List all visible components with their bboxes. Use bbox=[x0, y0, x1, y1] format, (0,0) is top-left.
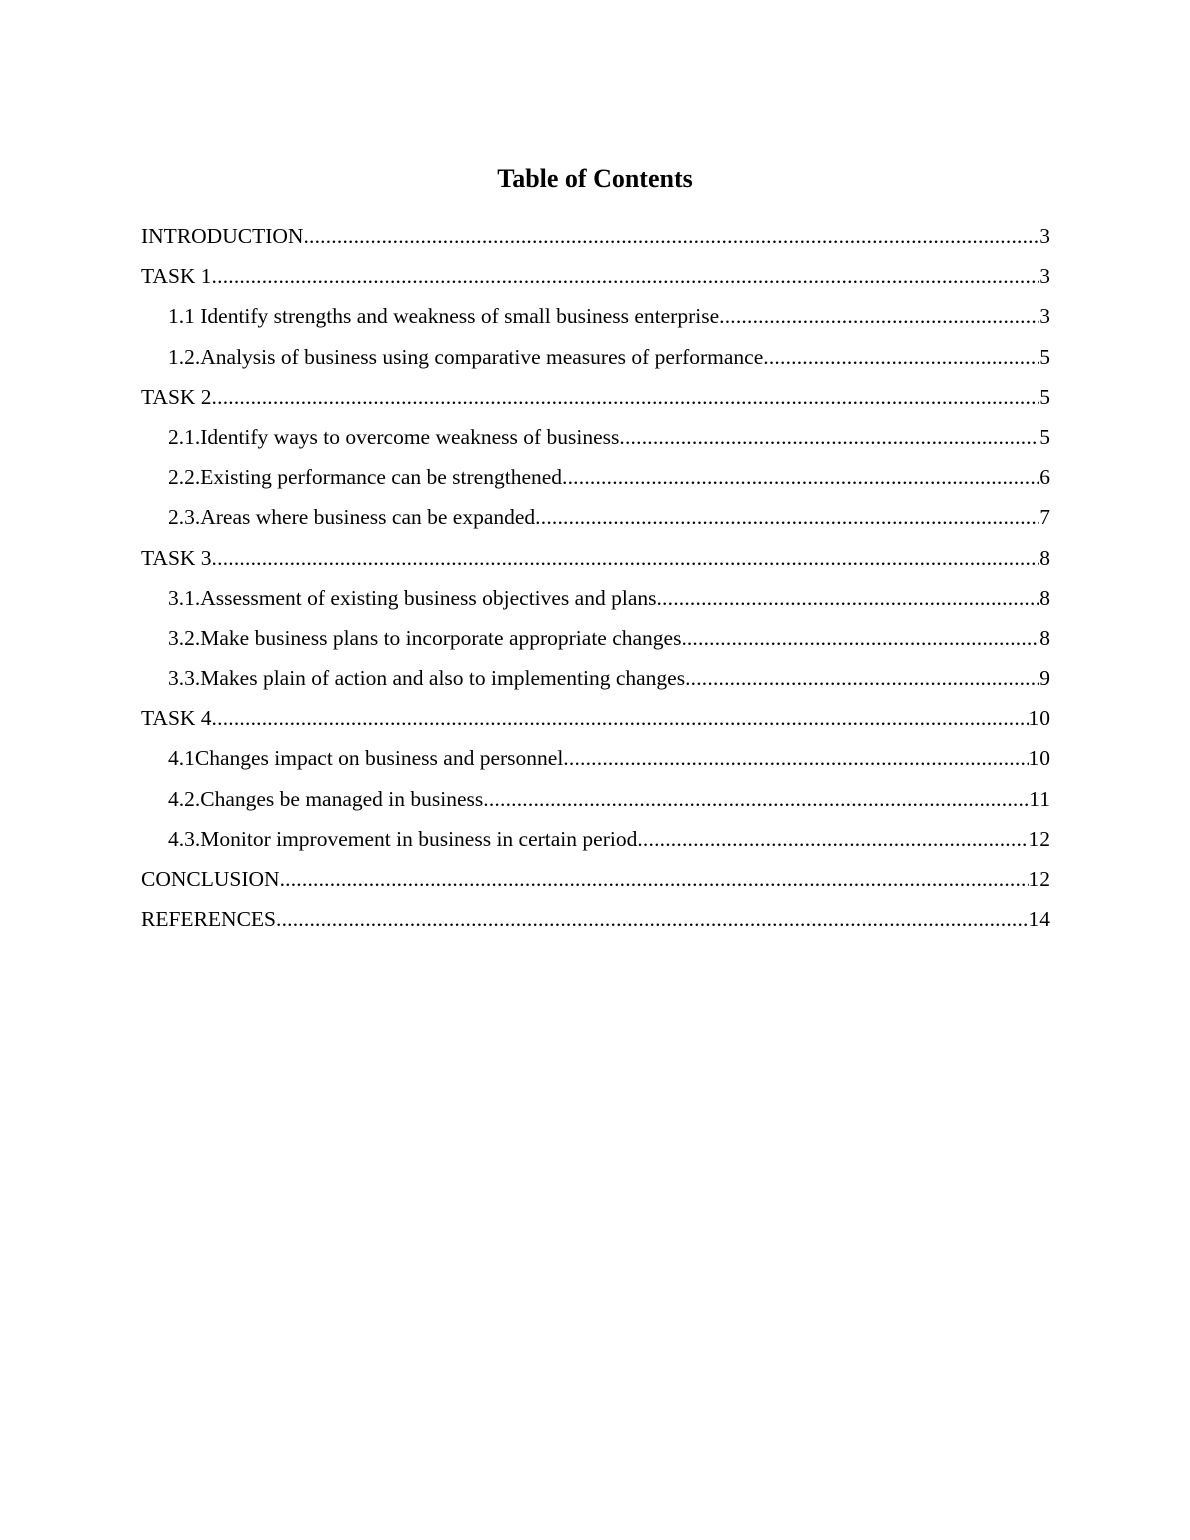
toc-entry[interactable] bbox=[141, 419, 1050, 459]
toc-dot-leader bbox=[562, 459, 1039, 495]
toc-entry-page-number: 3 bbox=[1039, 264, 1050, 289]
toc-dot-leader bbox=[656, 580, 1039, 616]
toc-entry-page-number: 3 bbox=[1039, 304, 1050, 329]
toc-title: Table of Contents bbox=[497, 164, 693, 193]
toc-entry-page-number: 10 bbox=[1028, 706, 1050, 731]
toc-entry[interactable] bbox=[141, 499, 1050, 539]
toc-dot-leader bbox=[719, 298, 1039, 334]
toc-entry-page-number: 6 bbox=[1039, 465, 1050, 490]
toc-entry[interactable] bbox=[141, 700, 1050, 740]
toc-entry-label: TASK 3 bbox=[141, 545, 212, 570]
toc-entry-label: 3.3.Makes plain of action and also to implementing changes bbox=[168, 666, 686, 691]
toc-entry-label: 4.1Changes impact on business and personnel bbox=[168, 746, 564, 771]
toc-dot-leader bbox=[535, 499, 1039, 535]
toc-entry-label: TASK 1 bbox=[141, 264, 212, 289]
toc-dot-leader bbox=[687, 620, 1039, 656]
toc-dot-leader bbox=[303, 218, 1039, 254]
toc-entry[interactable] bbox=[141, 459, 1050, 499]
toc-entry[interactable] bbox=[141, 660, 1050, 700]
toc-entry-label: 4.3.Monitor improvement in business in certain period bbox=[168, 826, 638, 851]
toc-entry-label: TASK 4 bbox=[141, 706, 212, 731]
toc-dot-leader bbox=[563, 740, 1028, 776]
toc-entry-label: 3.2.Make business plans to incorporate appropriate changes. bbox=[168, 625, 687, 650]
toc-entry-label: REFERENCES bbox=[141, 907, 276, 932]
toc-entry-page-number: 11 bbox=[1029, 786, 1050, 811]
toc-entry-page-number: 5 bbox=[1039, 424, 1050, 449]
toc-entry[interactable] bbox=[141, 781, 1050, 821]
toc-entry[interactable] bbox=[141, 339, 1050, 379]
toc-entry[interactable] bbox=[141, 901, 1050, 941]
toc-dot-leader bbox=[619, 419, 1039, 455]
toc-entry-page-number: 12 bbox=[1028, 826, 1050, 851]
toc-dot-leader bbox=[212, 700, 1029, 736]
toc-entry[interactable] bbox=[141, 580, 1050, 620]
toc-entry[interactable] bbox=[141, 620, 1050, 660]
toc-entry-page-number: 12 bbox=[1028, 867, 1050, 891]
toc-entry-page-number: 10 bbox=[1028, 746, 1050, 771]
toc-dot-leader bbox=[685, 660, 1039, 696]
toc-entry-label: 1.1 Identify strengths and weakness of small business enterprise bbox=[168, 304, 720, 329]
toc-entry-page-number: 5 bbox=[1039, 384, 1050, 409]
toc-entry-page-number: 8 bbox=[1039, 545, 1050, 570]
toc-dot-leader bbox=[212, 540, 1040, 576]
toc-dot-leader bbox=[276, 901, 1029, 937]
toc-entry-label: 1.2.Analysis of business using comparative measures of performance bbox=[168, 344, 764, 369]
toc-entry-page-number: 14 bbox=[1028, 907, 1050, 932]
toc-entry-page-number: 5 bbox=[1039, 344, 1050, 369]
toc-entry-page-number: 8 bbox=[1039, 625, 1050, 650]
toc-entry[interactable] bbox=[141, 821, 1050, 861]
toc-entry[interactable] bbox=[141, 740, 1050, 780]
toc-dot-leader bbox=[637, 821, 1028, 857]
toc-entry-page-number: 3 bbox=[1039, 224, 1050, 248]
toc-entry[interactable] bbox=[141, 861, 1050, 901]
toc-dot-leader bbox=[763, 339, 1039, 375]
toc-dot-leader bbox=[212, 258, 1040, 294]
toc-entry-page-number: 8 bbox=[1039, 585, 1050, 610]
toc-entry-page-number: 9 bbox=[1039, 666, 1050, 691]
toc-entry-label: TASK 2 bbox=[141, 384, 212, 409]
toc-list bbox=[141, 218, 1050, 941]
toc-entry-label: 4.2.Changes be managed in business bbox=[168, 786, 484, 811]
toc-entry[interactable] bbox=[141, 258, 1050, 298]
toc-dot-leader bbox=[483, 781, 1029, 817]
toc-entry-page-number: 7 bbox=[1039, 505, 1050, 530]
toc-entry-label: 2.2.Existing performance can be strengthened bbox=[168, 465, 563, 490]
toc-entry[interactable] bbox=[141, 540, 1050, 580]
toc-dot-leader bbox=[212, 379, 1040, 415]
toc-entry[interactable] bbox=[141, 379, 1050, 419]
toc-dot-leader bbox=[280, 861, 1029, 897]
toc-entry-label: 2.3.Areas where business can be expanded bbox=[168, 505, 536, 530]
toc-entry-label: CONCLUSION bbox=[141, 867, 280, 891]
toc-entry-label: INTRODUCTION bbox=[141, 224, 304, 248]
toc-entry[interactable] bbox=[141, 298, 1050, 338]
toc-entry-label: 3.1.Assessment of existing business objectives and plans bbox=[168, 585, 657, 610]
toc-entry[interactable] bbox=[141, 218, 1050, 258]
toc-entry-label: 2.1.Identify ways to overcome weakness of business bbox=[168, 424, 620, 449]
